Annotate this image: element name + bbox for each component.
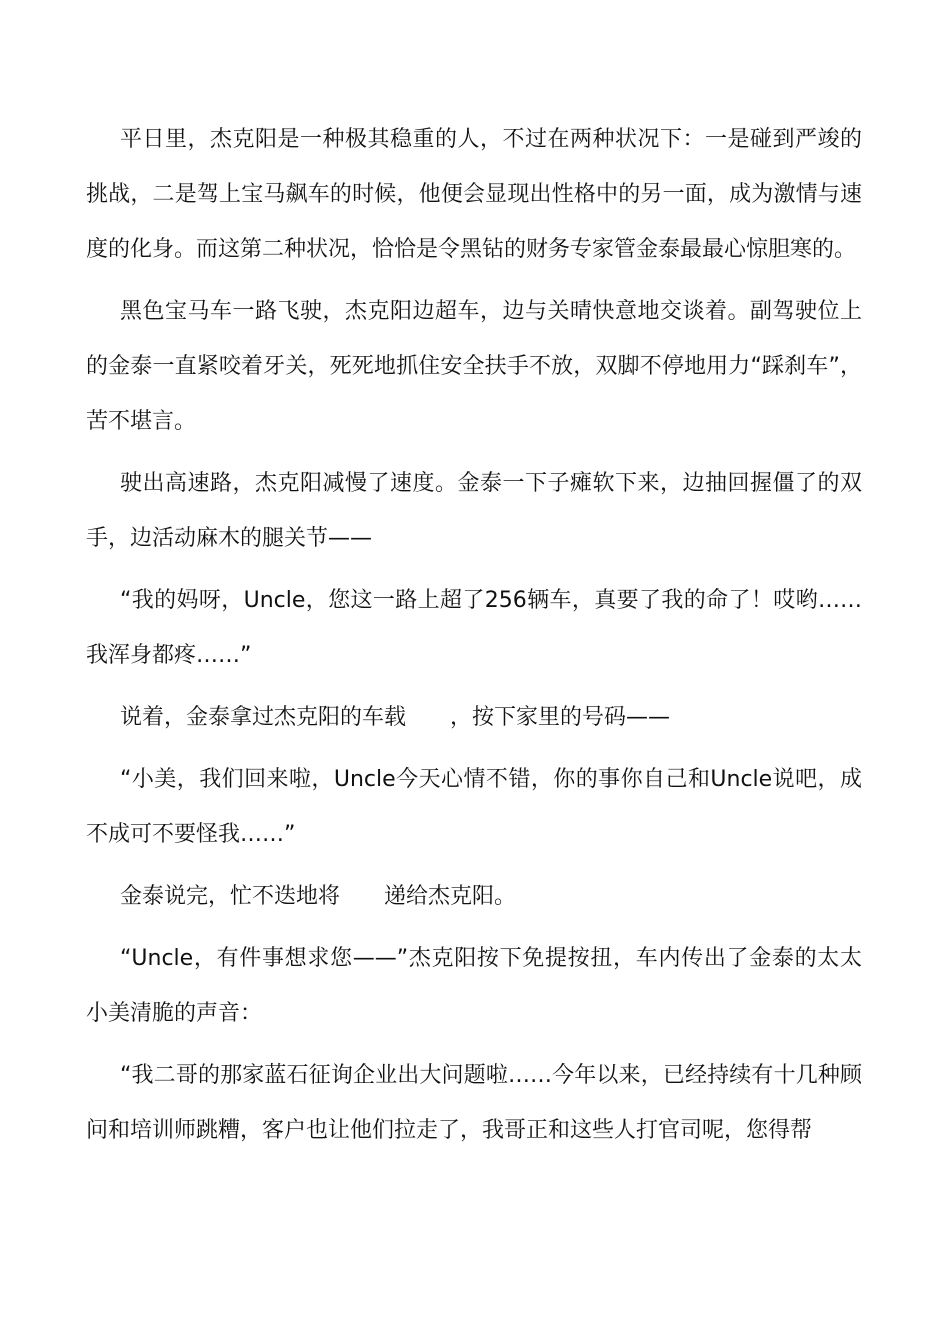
paragraph-3: 驶出高速路，杰克阳减慢了速度。金泰一下子瘫软下来，边抽回握僵了的双手，边活动麻木的腿关节—— bbox=[86, 471, 862, 551]
paragraph-2: 黑色宝马车一路飞驶，杰克阳边超车，边与关晴快意地交谈着。副驾驶位上的金泰一直紧咬着牙关，死死地抓住安全扶手不放，双脚不停地用力“踩刹车”，苦不堪言。 bbox=[86, 299, 862, 434]
document-page bbox=[86, 112, 862, 1165]
paragraph-6: “小美，我们回来啦，Uncle今天心情不错，你的事你自己和Uncle说吧，成不成可不要怪我……” bbox=[86, 767, 862, 847]
paragraph-8: “Uncle，有件事想求您——”杰克阳按下免提按扭，车内传出了金泰的太太小美清脆的声音： bbox=[86, 946, 862, 1026]
paragraph-5: 说着，金泰拿过杰克阳的车载 ，按下家里的号码—— bbox=[120, 705, 671, 730]
paragraph-4: “我的妈呀，Uncle，您这一路上超了256辆车，真要了我的命了！哎哟……我浑身都疼……” bbox=[86, 588, 862, 668]
paragraph-7: 金泰说完，忙不迭地将 递给杰克阳。 bbox=[120, 884, 517, 909]
paragraph-9: “我二哥的那家蓝石征询企业出大问题啦……今年以来，已经持续有十几种顾问和培训师跳糟，客户也让他们拉走了，我哥正和这些人打官司呢，您得帮 bbox=[86, 1063, 862, 1143]
paragraph-1: 平日里，杰克阳是一种极其稳重的人，不过在两种状况下：一是碰到严竣的挑战，二是驾上宝马飙车的时候，他便会显现出性格中的另一面，成为激情与速度的化身。而这第二种状况，恰恰是令黑钻的财务专家管金泰最最心惊胆寒的。 bbox=[86, 127, 862, 262]
